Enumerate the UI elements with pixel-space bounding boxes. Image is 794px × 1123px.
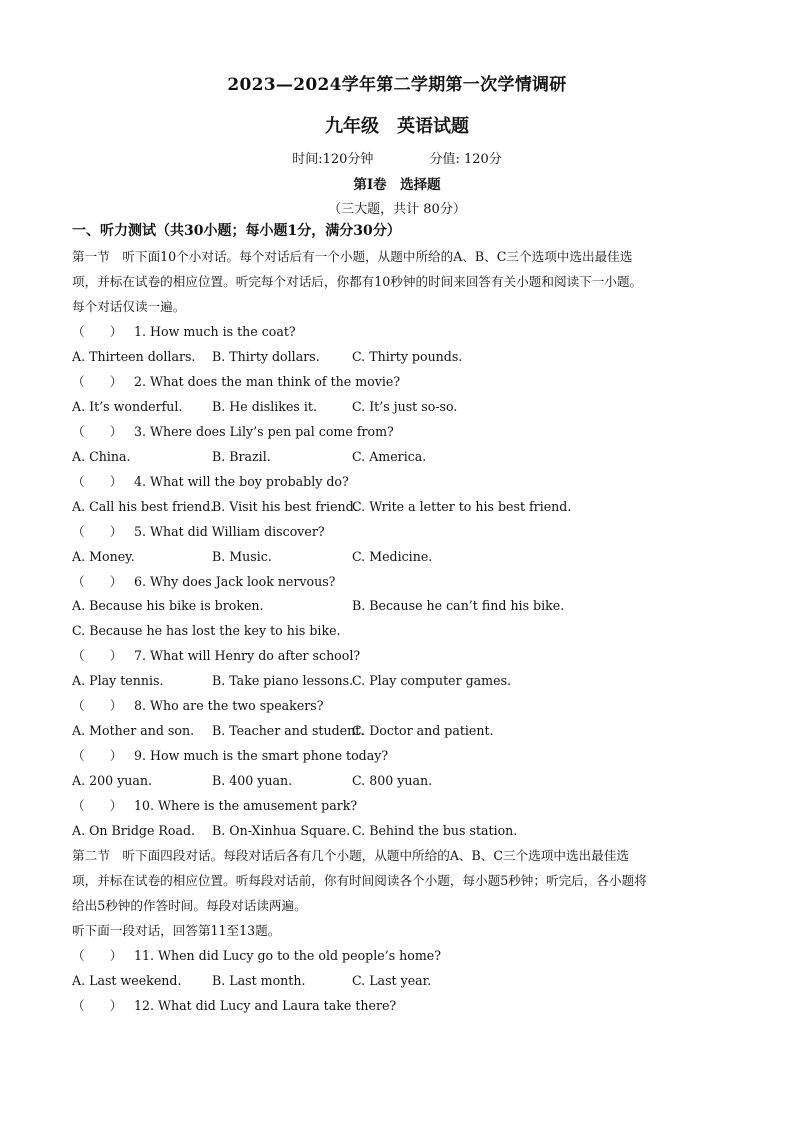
answer-blank[interactable]: （ ） (72, 474, 123, 489)
option-c: C. Play computer games. (352, 673, 512, 688)
answer-blank[interactable]: （ ） (72, 424, 123, 439)
exam-subtitle: 九年级 英语试题 (325, 116, 469, 137)
answer-blank[interactable]: （ ） (72, 324, 123, 339)
instruction-line: 项，并标在试卷的相应位置。听完每个对话后，你都有10秒钟的时间来回答有关小题和阅读下一小题。 (72, 274, 643, 289)
option-c: C. Last year. (352, 973, 432, 988)
question-stem: （ ） 5. What did William discover? (72, 524, 325, 539)
question-stem: （ ） 3. Where does Lily’s pen pal come from? (72, 424, 394, 439)
option-a: A. Play tennis. (72, 673, 164, 688)
question-stem: （ ） 9. How much is the smart phone today? (72, 748, 389, 763)
option-b: B. Teacher and student. (212, 723, 365, 738)
answer-blank[interactable]: （ ） (72, 748, 123, 763)
part-title: 第Ⅰ卷 选择题 (353, 177, 441, 193)
option-c: C. It’s just so-so. (352, 399, 458, 414)
instruction-line: 项，并标在试卷的相应位置。听每段对话前，你有时间阅读各个小题，每小题5秒钟；听完后，各小题将 (72, 873, 647, 888)
option-a: A. Because his bike is broken. (72, 598, 264, 613)
option-a: A. China. (72, 449, 131, 464)
option-b: B. Last month. (212, 973, 306, 988)
option-b: B. 400 yuan. (212, 773, 293, 788)
option-c: C. Doctor and patient. (352, 723, 494, 738)
option-a: A. It’s wonderful. (72, 399, 183, 414)
exam-meta (0, 148, 794, 167)
option-c: C. Thirty pounds. (352, 349, 463, 364)
option-c: C. America. (352, 449, 427, 464)
total-score: 分值: 120分 (429, 152, 502, 167)
question-stem: （ ） 11. When did Lucy go to the old people’s home? (72, 948, 441, 963)
answer-blank[interactable]: （ ） (72, 648, 123, 663)
option-a: A. 200 yuan. (72, 773, 152, 788)
answer-blank[interactable]: （ ） (72, 574, 123, 589)
question-stem: （ ） 7. What will Henry do after school? (72, 648, 361, 663)
question-stem: （ ） 1. How much is the coat? (72, 324, 296, 339)
question-stem: （ ） 2. What does the man think of the movie? (72, 374, 401, 389)
option-b: B. Because he can’t find his bike. (352, 598, 565, 613)
option-b: B. Thirty dollars. (212, 349, 320, 364)
option-b: B. Brazil. (212, 449, 271, 464)
option-a: A. Money. (72, 549, 135, 564)
question-stem: （ ） 8. Who are the two speakers? (72, 698, 324, 713)
option-c: C. Medicine. (352, 549, 433, 564)
question-stem: （ ） 6. Why does Jack look nervous? (72, 574, 336, 589)
option-a: A. Call his best friend. (72, 499, 215, 514)
option-c: C. 800 yuan. (352, 773, 433, 788)
question-stem: （ ） 4. What will the boy probably do? (72, 474, 349, 489)
answer-blank[interactable]: （ ） (72, 374, 123, 389)
option-b: B. On-Xinhua Square. (212, 823, 351, 838)
option-a: A. On Bridge Road. (72, 823, 196, 838)
option-a: A. Mother and son. (72, 723, 195, 738)
exam-title: 2023—2024学年第二学期第一次学情调研 (227, 75, 567, 95)
answer-blank[interactable]: （ ） (72, 948, 123, 963)
section-heading: 一、听力测试（共30小题；每小题1分，满分30分） (72, 223, 401, 239)
answer-blank[interactable]: （ ） (72, 698, 123, 713)
instruction-line: 第二节 听下面四段对话。每段对话后各有几个小题，从题中所给的A、B、C三个选项中选出最佳选 (72, 848, 629, 863)
instruction-line: 给出5秒钟的作答时间。每段对话读两遍。 (72, 898, 307, 913)
option-b: B. He dislikes it. (212, 399, 317, 414)
option-c: C. Because he has lost the key to his bike. (72, 623, 341, 638)
part-note: （三大题，共计 80分） (328, 202, 466, 217)
option-b: B. Music. (212, 549, 272, 564)
option-c: C. Write a letter to his best friend. (352, 499, 572, 514)
answer-blank[interactable]: （ ） (72, 798, 123, 813)
question-stem: （ ） 10. Where is the amusement park? (72, 798, 358, 813)
option-a: A. Last weekend. (72, 973, 182, 988)
instruction-line: 每个对话仅读一遍。 (72, 299, 186, 314)
answer-blank[interactable]: （ ） (72, 998, 123, 1013)
option-a: A. Thirteen dollars. (72, 349, 196, 364)
option-c: C. Behind the bus station. (352, 823, 518, 838)
instruction-line: 第一节 听下面10个小对话。每个对话后有一个小题，从题中所给的A、B、C三个选项中选出最佳选 (72, 249, 633, 264)
time-limit: 时间:120分钟 (292, 152, 374, 167)
answer-blank[interactable]: （ ） (72, 524, 123, 539)
option-b: B. Visit his best friend. (212, 499, 358, 514)
option-b: B. Take piano lessons. (212, 673, 354, 688)
dialog-intro: 听下面一段对话，回答第11至13题。 (72, 923, 281, 938)
question-stem: （ ） 12. What did Lucy and Laura take there? (72, 998, 397, 1013)
